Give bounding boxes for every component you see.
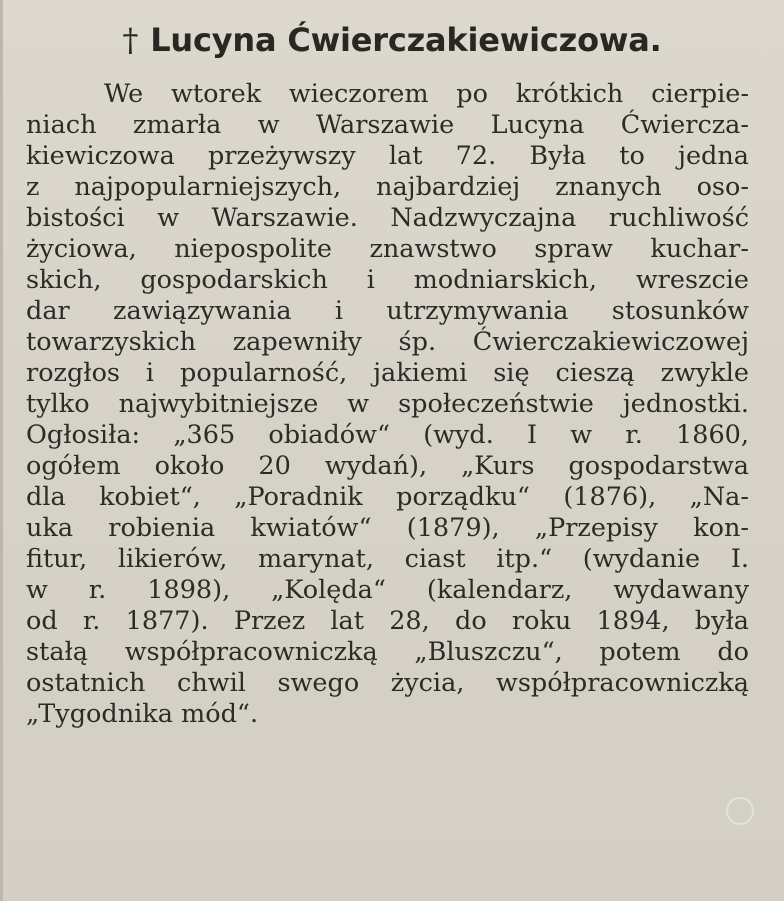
text-line: skich, gospodarskich i modniarskich, wreszcie [26, 265, 749, 295]
obituary-title [0, 14, 784, 66]
text-line: w r. 1898), „Kolęda“ (kalendarz, wydawany [26, 575, 749, 605]
text-line: uka robienia kwiatów“ (1879), „Przepisy kon- [26, 513, 749, 543]
obituary-title-text: Lucyna Ćwierczakiewiczowa. [150, 21, 662, 59]
text-line: kiewiczowa przeżywszy lat 72. Była to jedna [26, 141, 749, 171]
text-line: z najpopularniejszych, najbardziej znanych oso- [26, 172, 749, 202]
text-line: rozgłos i popularność, jakiemi się cieszą zwykle [26, 358, 749, 388]
text-line: stałą współpracowniczką „Bluszczu“, potem do [26, 637, 749, 667]
text-line: ogółem około 20 wydań), „Kurs gospodarstwa [26, 451, 749, 481]
obituary-body [26, 79, 749, 730]
text-line: dla kobiet“, „Poradnik porządku“ (1876), „Na- [26, 482, 749, 512]
text-line: „Tygodnika mód“. [26, 699, 259, 729]
watermark-mark [726, 797, 754, 825]
text-line: We wtorek wieczorem po krótkich cierpie- [104, 79, 749, 109]
text-line: bistości w Warszawie. Nadzwyczajna ruchliwość [26, 203, 749, 233]
cross-icon: † [122, 21, 139, 59]
text-line: dar zawiązywania i utrzymywania stosunków [26, 296, 749, 326]
text-line: życiowa, niepospolite znawstwo spraw kuchar- [26, 234, 749, 264]
text-line: od r. 1877). Przez lat 28, do roku 1894, była [26, 606, 749, 636]
text-line: tylko najwybitniejsze w społeczeństwie jednostki. [26, 389, 749, 419]
text-line: ostatnich chwil swego życia, współpracowniczką [26, 668, 749, 698]
text-line: Ogłosiła: „365 obiadów“ (wyd. I w r. 1860, [26, 420, 749, 450]
text-line: towarzyskich zapewniły śp. Ćwierczakiewiczowej [26, 327, 749, 357]
column-rule [0, 0, 3, 901]
text-line: fitur, likierów, marynat, ciast itp.“ (wydanie I. [26, 544, 749, 574]
text-line: niach zmarła w Warszawie Lucyna Ćwiercza- [26, 110, 749, 140]
